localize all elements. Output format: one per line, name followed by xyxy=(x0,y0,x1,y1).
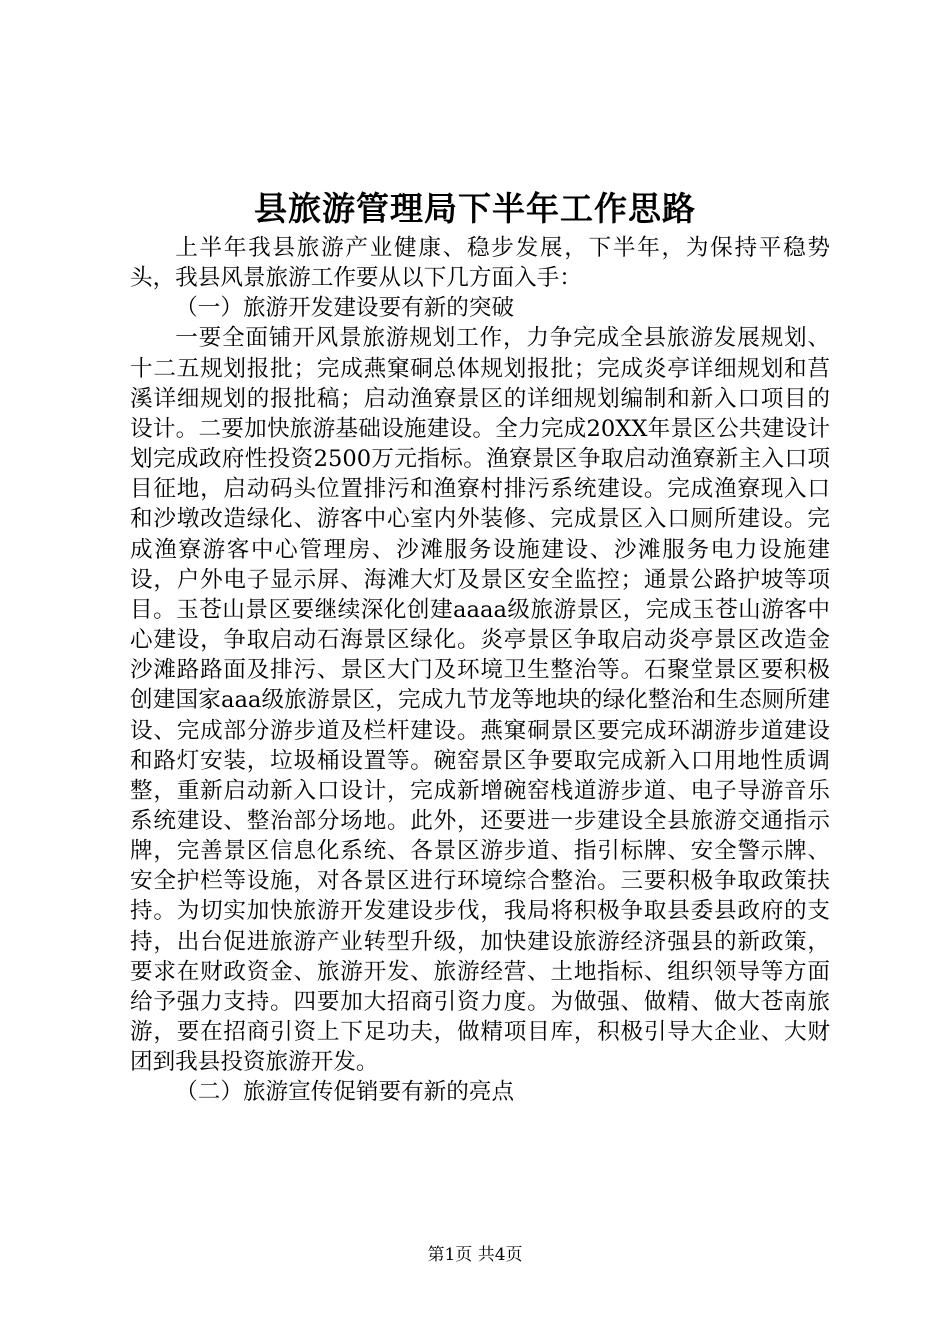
section-heading-1: （一）旅游开发建设要有新的突破 xyxy=(175,295,515,322)
paragraph-development: 一要全面铺开风景旅游规划工作，力争完成全县旅游发展规划、十二五规划报批；完成燕窠硐总体规划报批；完成炎亭详细规划和莒溪详细规划的报批稿；启动渔寮景区的详细规划编制和新入口项目的设计。二要加快旅游基础设施建设。全力完成20XX年景区公共建设计划完成政府性投资2500万元指标。渔寮景区争取启动渔寮新主入口项目征地，启动码头位置排污和渔寮村排污系统建设。完成渔寮现入口和沙墩改造绿化、游客中心室内外装修、完成景区入口厕所建设。完成渔寮游客中心管理房、沙滩服务设施建设、沙滩服务电力设施建设，户外电子显示屏、海滩大灯及景区安全监控；通景公路护坡等项目。玉苍山景区要继续深化创建aaaa级旅游景区，完成玉苍山游客中心建设，争取启动石海景区绿化。炎亭景区争取启动炎亭景区改造金沙滩路路面及排污、景区大门及环境卫生整治等。石聚堂景区要积极创建国家aaa级旅游景区，完成九节龙等地块的绿化整治和生态厕所建设、完成部分游步道及栏杆建设。燕窠硐景区要完成环湖游步道建设和路灯安装，垃圾桶设置等。碗窑景区争要取完成新入口用地性质调整，重新启动新入口设计，完成新增碗窑栈道游步道、电子导游音乐系统建设、整治部分场地。此外，还要进一步建设全县旅游交通指示牌，完善景区信息化系统、各景区游步道、指引标牌、安全警示牌、安全护栏等设施，对各景区进行环境综合整治。三要积极争取政策扶持。为切实加快旅游开发建设步伐，我局将积极争取县委县政府的支持，出台促进旅游产业转型升级，加快建设旅游经济强县的新政策，要求在财政资金、旅游开发、旅游经营、土地指标、组织领导等方面给予强力支持。四要加大招商引资力度。为做强、做精、做大苍南旅游，要在招商引资上下足功夫，做精项目库，积极引导大企业、大财团到我县投资旅游开发。 xyxy=(130,325,830,1076)
document-title: 县旅游管理局下半年工作思路 xyxy=(254,189,696,228)
paragraph-intro: 上半年我县旅游产业健康、稳步发展，下半年，为保持平稳势头，我县风景旅游工作要从以下几方面入手： xyxy=(130,235,830,292)
page-number-footer: 第1页 共4页 xyxy=(427,1245,523,1265)
document-body xyxy=(130,233,830,1108)
section-heading-2: （二）旅游宣传促销要有新的亮点 xyxy=(175,1079,515,1106)
